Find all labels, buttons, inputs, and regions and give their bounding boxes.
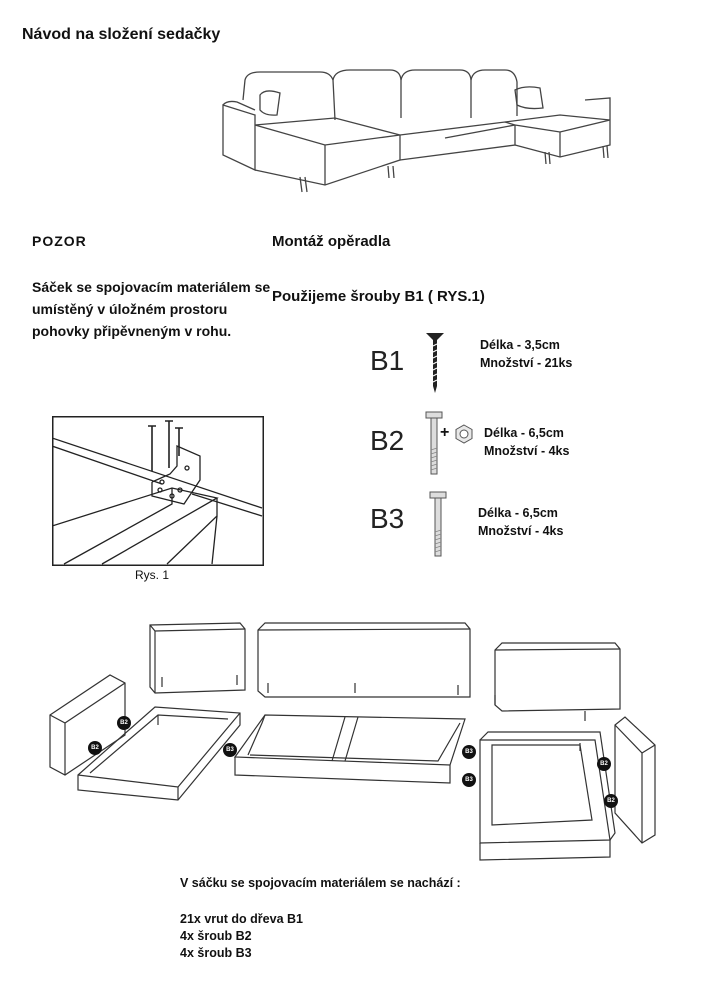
- diagram-label-b2: B2: [604, 794, 618, 808]
- fastener-quantity-b1: Množství - 21ks: [480, 356, 573, 370]
- wood-screw-icon: [424, 330, 446, 394]
- fastener-length-b1: Délka - 3,5cm: [480, 338, 560, 352]
- bag-contents-heading: V sáčku se spojovacím materiálem se nachází :: [180, 876, 461, 890]
- diagram-label-b2: B2: [88, 741, 102, 755]
- list-item: 4x šroub B3: [180, 946, 252, 960]
- assembly-instruction: Použijeme šrouby B1 ( RYS.1): [272, 288, 485, 305]
- fastener-code-b3: B3: [370, 503, 405, 534]
- diagram-label-b3: B3: [462, 773, 476, 787]
- exploded-assembly-diagram: [40, 615, 680, 875]
- figure-caption: Rys. 1: [135, 568, 170, 582]
- diagram-label-b3: B3: [462, 745, 476, 759]
- assembly-heading: Montáž opěradla: [272, 233, 391, 250]
- fastener-quantity-b3: Množství - 4ks: [478, 524, 564, 538]
- bag-contents-list: [180, 911, 303, 962]
- fastener-length-b3: Délka - 6,5cm: [478, 506, 558, 520]
- diagram-label-b2: B2: [117, 716, 131, 730]
- page-title: Návod na složení sedačky: [22, 26, 221, 43]
- warning-text: Sáček se spojovacím materiálem se umístěný v úložném prostoru pohovky připěvneným v rohu.: [32, 279, 271, 339]
- bolt-icon: [428, 490, 448, 558]
- bolt-icon: [424, 410, 444, 476]
- diagram-label-b3: B3: [223, 743, 237, 757]
- sofa-illustration: [215, 60, 625, 200]
- fastener-quantity-b2: Množství - 4ks: [484, 444, 570, 458]
- nut-icon: [454, 424, 474, 444]
- list-item: 4x šroub B2: [180, 929, 252, 943]
- fastener-code-b1: B1: [370, 345, 405, 376]
- figure-rys-1: [52, 416, 264, 566]
- plus-sign: +: [440, 424, 450, 441]
- fastener-length-b2: Délka - 6,5cm: [484, 426, 564, 440]
- list-item: 21x vrut do dřeva B1: [180, 912, 303, 926]
- fastener-code-b2: B2: [370, 425, 405, 456]
- warning-heading: POZOR: [32, 233, 87, 249]
- diagram-label-b2: B2: [597, 757, 611, 771]
